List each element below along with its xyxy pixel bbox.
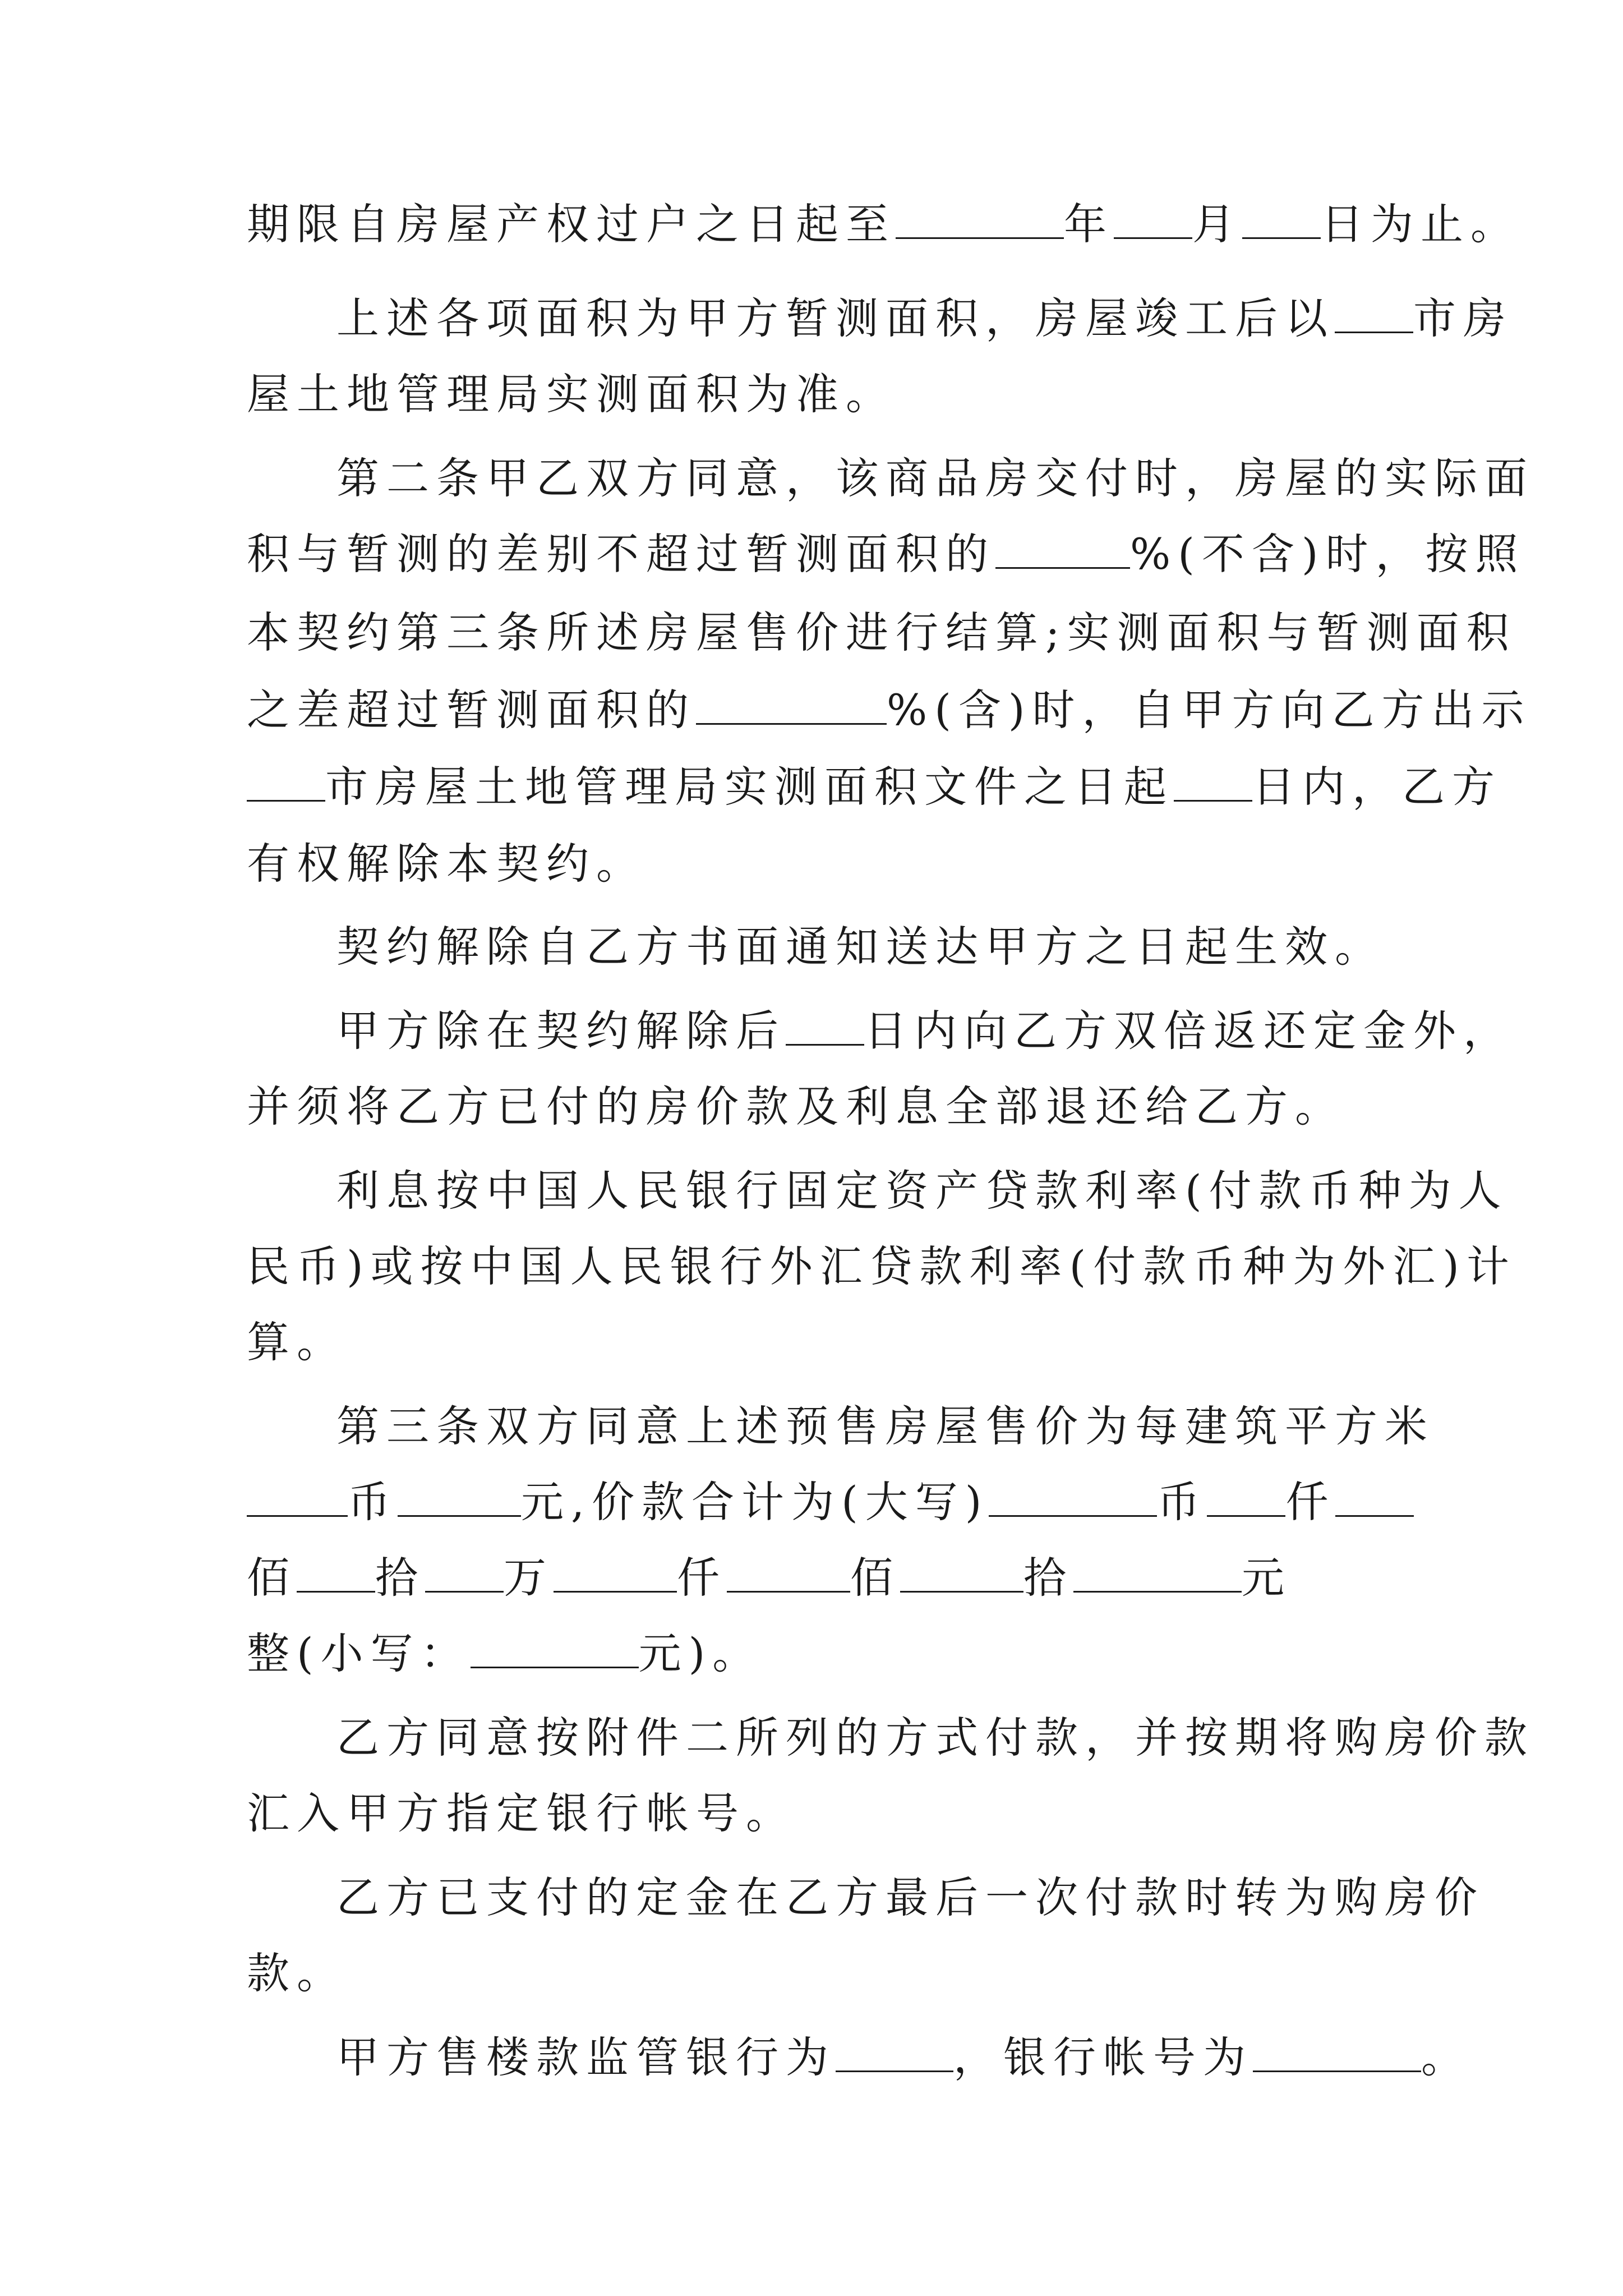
text-line [336,292,1513,346]
text-line [247,1240,1516,1294]
fill-blank-day [1242,205,1321,239]
text-segment: 。 [1421,2032,1471,2082]
text-segment: 日内，乙方 [1252,762,1502,812]
text-segment: 万 [504,1553,554,1603]
text-segment: 佰 [850,1553,900,1603]
fill-blank-currency [989,1483,1157,1517]
fill-blank-city [247,767,325,802]
fill-blank-amount [398,1483,521,1517]
text-segment: 屋土地管理局实测面积为准。 [247,369,896,419]
text-line [336,2031,1471,2085]
text-segment: 有权解除本契约。 [247,839,646,889]
text-line [336,920,1385,974]
fill-blank-digit [425,1558,504,1593]
fill-blank-currency [247,1483,348,1517]
fill-blank-percent [696,691,887,725]
text-segment: 整(小写： [247,1628,471,1678]
text-segment: 甲方除在契约解除后 [336,1006,786,1056]
text-segment: 拾 [1023,1553,1073,1603]
fill-blank-month [1114,205,1192,239]
text-segment: 日内向乙方双倍返还定金外， [864,1006,1513,1056]
fill-blank-percent [995,535,1130,569]
text-segment: 币 [1157,1477,1207,1527]
text-line [336,1004,1513,1058]
text-line [336,1871,1484,1925]
fill-blank-digit [1207,1483,1285,1517]
text-segment: 本契约第三条所述房屋售价进行结算;实测面积与暂测面积 [247,608,1516,657]
text-segment: 元,价款合计为(大写) [521,1477,989,1527]
text-segment: 契约解除自乙方书面通知送达甲方之日起生效。 [336,922,1385,972]
text-segment: 月 [1192,199,1242,249]
fill-blank-days [786,1011,864,1046]
text-segment: 期限自房屋产权过户之日起至 [247,199,896,249]
text-segment: 元)。 [638,1628,763,1678]
text-segment: ，银行帐号为 [953,2032,1253,2082]
text-segment: 民币)或按中国人民银行外汇贷款利率(付款币种为外汇)计 [247,1241,1516,1291]
text-segment: 之差超过暂测面积的 [247,685,696,735]
text-segment: 拾 [375,1553,425,1603]
text-segment: 积与暂测的差别不超过暂测面积的 [247,529,995,579]
text-line [247,837,646,891]
fill-blank-city [1335,299,1413,333]
text-segment: 市房屋土地管理局实测面积文件之日起 [325,762,1174,812]
text-line [336,1711,1534,1765]
text-segment: 市房 [1413,293,1513,343]
text-line [247,1080,1345,1134]
text-line [247,606,1516,660]
text-segment: 元 [1242,1553,1292,1603]
text-segment: 利息按中国人民银行固定资产贷款利率(付款币种为人 [336,1166,1509,1216]
text-segment: %(不含)时，按照 [1130,529,1525,579]
text-segment: 佰 [247,1553,297,1603]
text-segment: 乙方已支付的定金在乙方最后一次付款时转为购房价 [336,1872,1484,1922]
text-segment: 币 [348,1477,398,1527]
fill-blank-digit [1335,1483,1414,1517]
fill-blank-digit [554,1558,677,1593]
text-segment: 日为止。 [1321,199,1520,249]
text-segment: 上述各项面积为甲方暂测面积，房屋竣工后以 [336,293,1335,343]
fill-blank-days [1174,767,1252,802]
text-line [336,452,1534,505]
text-line [247,1315,347,1369]
text-segment: 汇入甲方指定银行帐号。 [247,1788,796,1838]
text-segment: 算。 [247,1317,347,1367]
fill-blank-bank [836,2038,953,2072]
text-segment: 甲方售楼款监管银行为 [336,2032,836,2082]
text-line [247,197,1520,251]
text-segment: 仟 [1285,1477,1336,1527]
text-line [247,760,1502,814]
text-segment: 仟 [677,1553,727,1603]
text-segment: %(含)时，自甲方向乙方出示 [887,685,1532,735]
fill-blank-digit [1073,1558,1242,1593]
text-line [247,1475,1414,1529]
text-segment: 第三条双方同意上述预售房屋售价为每建筑平方米 [336,1401,1435,1451]
fill-blank-year [896,205,1064,239]
text-line [247,1627,762,1681]
text-line [247,1787,796,1841]
text-line [247,1551,1292,1605]
text-segment: 并须将乙方已付的房价款及利息全部退还给乙方。 [247,1082,1345,1131]
text-segment: 乙方同意按附件二所列的方式付款，并按期将购房价款 [336,1713,1534,1763]
fill-blank-digit [297,1558,375,1593]
fill-blank-digit [900,1558,1023,1593]
text-line [336,1400,1435,1453]
text-line [247,527,1525,581]
text-segment: 款。 [247,1948,347,1998]
text-segment: 第二条甲乙双方同意，该商品房交付时，房屋的实际面 [336,453,1534,503]
text-line [247,367,896,421]
text-line [247,683,1532,737]
text-segment: 年 [1064,199,1114,249]
text-line [247,1947,347,2000]
fill-blank-amount [471,1634,639,1668]
text-line [336,1164,1509,1218]
fill-blank-account [1253,2038,1421,2072]
fill-blank-digit [727,1558,850,1593]
